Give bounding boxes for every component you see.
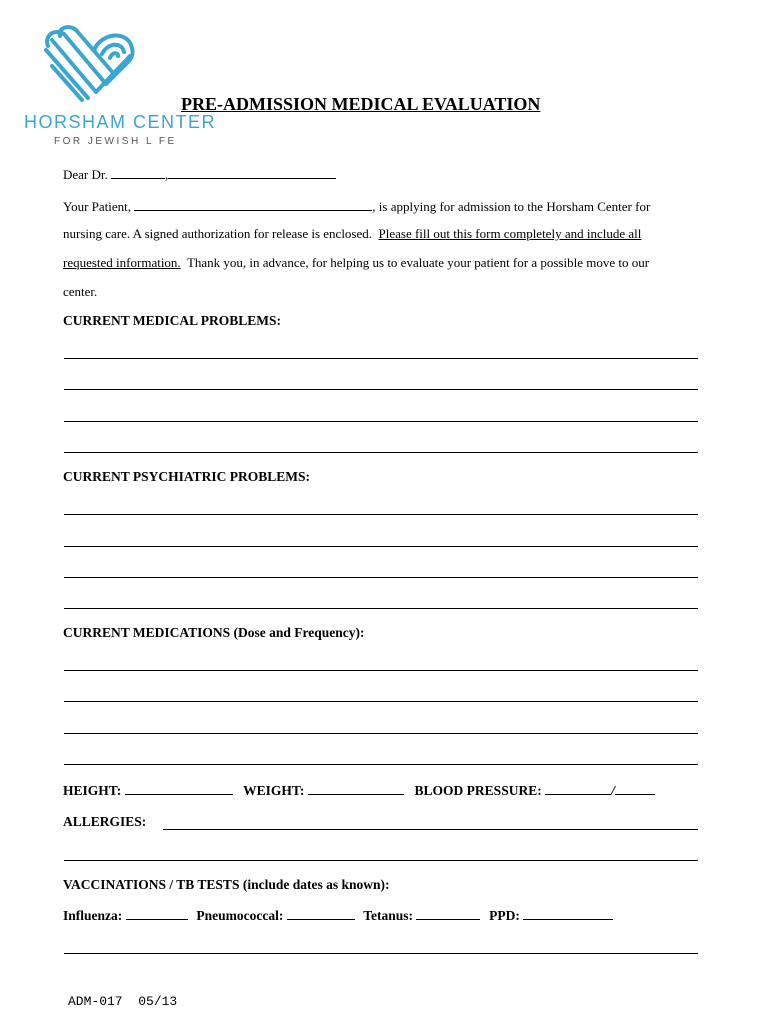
psychiatric-problems-header: CURRENT PSYCHIATRIC PROBLEMS: (63, 469, 311, 484)
form-code: ADM-017 05/13 (68, 994, 178, 1009)
medications-line-2[interactable] (64, 701, 698, 702)
psychiatric-problems-line-3[interactable] (64, 577, 698, 578)
medical-problems-line-2[interactable] (64, 389, 698, 390)
logo (24, 22, 217, 152)
medical-problems-line-3[interactable] (64, 421, 698, 422)
tetanus-field[interactable] (416, 907, 480, 920)
doctor-last-name-field[interactable] (111, 166, 165, 179)
weight-field[interactable] (308, 782, 404, 795)
psychiatric-problems-line-1[interactable] (64, 514, 698, 515)
pneumococcal-label: Pneumococcal: (196, 908, 284, 923)
diastolic-field[interactable] (615, 782, 655, 795)
vaccinations-header: VACCINATIONS / TB TESTS (include dates as known): (63, 877, 390, 892)
letter-line-2 (63, 226, 641, 242)
medical-problems-line-1[interactable] (64, 358, 698, 359)
salutation: Dear Dr. (63, 167, 108, 182)
ppd-label: PPD: (489, 908, 520, 923)
blood-pressure-label: BLOOD PRESSURE: (414, 783, 542, 798)
allergies-line-2[interactable] (64, 860, 698, 861)
letter-line-3 (63, 255, 649, 271)
allergies-label: ALLERGIES: (63, 814, 147, 829)
influenza-field[interactable] (126, 907, 188, 920)
bp-separator: / (611, 783, 615, 798)
pneumococcal-field[interactable] (287, 907, 355, 920)
systolic-field[interactable] (545, 782, 611, 795)
patient-suffix: , is applying for admission to the Horsham Center for (372, 199, 651, 214)
medications-line-3[interactable] (64, 733, 698, 734)
letter-line-2-plain: nursing care. A signed authorization for release is enclosed. (63, 226, 373, 241)
medications-header: CURRENT MEDICATIONS (Dose and Frequency): (63, 625, 365, 640)
letter-line-1 (63, 198, 650, 215)
allergies-line-1[interactable] (163, 829, 698, 830)
logo-name: HORSHAM CENTER (24, 112, 217, 132)
patient-prefix: Your Patient, (63, 199, 132, 214)
heart-logo-icon (24, 22, 164, 112)
psychiatric-problems-line-2[interactable] (64, 546, 698, 547)
medical-problems-header: CURRENT MEDICAL PROBLEMS: (63, 313, 282, 328)
page-title: PRE-ADMISSION MEDICAL EVALUATION (181, 94, 541, 114)
vitals-row (63, 782, 655, 799)
salutation-line: Dear Dr. , (63, 166, 336, 183)
patient-name-field[interactable] (134, 198, 372, 211)
medications-line-4[interactable] (64, 764, 698, 765)
letter-line-2-underlined: Please fill out this form completely and include all (378, 226, 642, 241)
height-label: HEIGHT: (63, 783, 122, 798)
letter-line-4: center. (63, 284, 98, 299)
influenza-label: Influenza: (63, 908, 123, 923)
doctor-first-name-field[interactable] (168, 166, 336, 179)
tetanus-label: Tetanus: (363, 908, 414, 923)
weight-label: WEIGHT: (243, 783, 305, 798)
psychiatric-problems-line-4[interactable] (64, 608, 698, 609)
vaccinations-row (63, 907, 613, 924)
medications-line-1[interactable] (64, 670, 698, 671)
logo-subtitle: FOR JEWISH L FE (54, 136, 177, 147)
ppd-field[interactable] (523, 907, 613, 920)
height-field[interactable] (125, 782, 233, 795)
vaccinations-line[interactable] (64, 953, 698, 954)
letter-line-3-underlined: requested information. (63, 255, 181, 270)
medical-problems-line-4[interactable] (64, 452, 698, 453)
letter-line-3-plain: Thank you, in advance, for helping us to evaluate your patient for a possible move to our (186, 255, 650, 270)
